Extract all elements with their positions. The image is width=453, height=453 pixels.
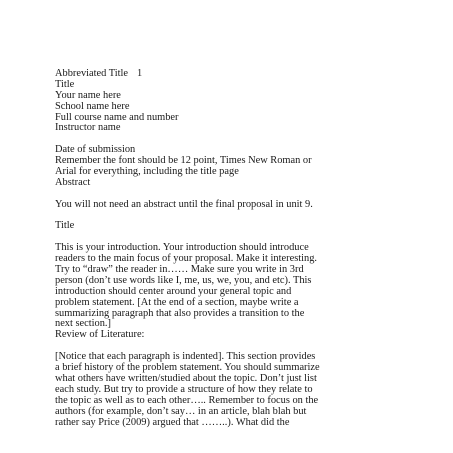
introduction-line: summarizing paragraph that also provides a transition to the: [55, 307, 305, 319]
introduction-line: This is your introduction. Your introduction should introduce: [55, 242, 309, 254]
review-line: what others have written/studied about the topic. Don’t just list: [55, 372, 317, 384]
review-paragraph: [55, 352, 395, 428]
author-name: Your name here: [55, 89, 121, 101]
running-head-title: Abbreviated Title: [55, 68, 129, 79]
page-number: 1: [137, 68, 143, 79]
review-line: a brief history of the problem statement. You should summarize: [55, 362, 320, 374]
font-note-line-1: Remember the font should be 12 point, Times New Roman or: [55, 155, 312, 167]
blank-line: [55, 211, 395, 222]
introduction-line: problem statement. [At the end of a section, maybe write a: [55, 296, 299, 308]
review-line: rather say Price (2009) argued that ……..). What did the: [55, 416, 290, 428]
introduction-line: readers to the main focus of your proposal. Make it interesting.: [55, 253, 318, 265]
review-line: each study. But try to provide a structure of how they relate to: [55, 383, 313, 395]
introduction-line: introduction should center around your general topic and: [55, 285, 292, 297]
body-title: Title: [55, 220, 75, 232]
submission-date: Date of submission: [55, 144, 136, 156]
course-name: Full course name and number: [55, 111, 179, 123]
review-line: [Notice that each paragraph is indented]. This section provides: [55, 351, 316, 363]
review-line: authors (for example, don’t say… in an article, blah blah but: [55, 405, 307, 417]
font-note-line-2: Arial for everything, including the title page: [55, 166, 239, 178]
introduction-paragraph: [55, 243, 395, 330]
review-heading: Review of Literature:: [55, 329, 145, 341]
introduction-line: person (don’t use words like I, me, us, we, you, and etc). This: [55, 274, 312, 286]
title-page-title: Title: [55, 78, 75, 90]
abstract-note: You will not need an abstract until the final proposal in unit 9.: [55, 198, 313, 210]
document-body: [55, 69, 395, 428]
school-name: School name here: [55, 100, 130, 112]
running-head: [55, 69, 395, 80]
review-line: the topic as well as to each other….. Remember to focus on the: [55, 394, 319, 406]
introduction-line: Try to “draw” the reader in…… Make sure you write in 3rd: [55, 264, 304, 276]
introduction-line: next section.]: [55, 318, 111, 330]
abstract-heading: Abstract: [55, 176, 91, 188]
instructor-name: Instructor name: [55, 122, 121, 134]
